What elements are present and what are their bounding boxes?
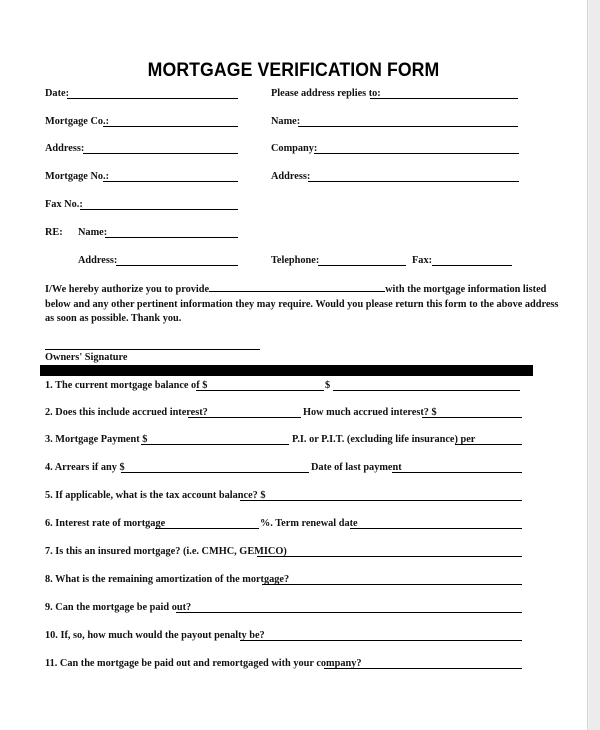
q1-dollar-label: $ <box>325 380 331 391</box>
telephone-field[interactable] <box>318 265 406 266</box>
company-field[interactable] <box>314 153 519 154</box>
authorized-party-field[interactable] <box>209 282 385 292</box>
name-label: Name: <box>271 116 301 127</box>
mortgage-no-label: Mortgage No.: <box>45 171 110 182</box>
q4b-label: Date of last payment <box>311 462 402 473</box>
q1-label: 1. The current mortgage balance of $ <box>45 380 208 391</box>
fax-field[interactable] <box>432 265 512 266</box>
q3b-label: P.I. or P.I.T. (excluding life insurance) per <box>292 434 476 445</box>
name-field[interactable] <box>298 126 518 127</box>
re-address-field[interactable] <box>116 265 238 266</box>
q9-label: 9. Can the mortgage be paid out? <box>45 602 192 613</box>
section-divider-bar <box>40 365 533 376</box>
q7-insured-field[interactable] <box>257 556 522 557</box>
q5-label: 5. If applicable, what is the tax account balance? $ <box>45 490 266 501</box>
reply-to-label: Please address replies to: <box>271 88 381 99</box>
re-label: RE: <box>45 227 63 238</box>
q6b-label: %. Term renewal date <box>260 518 358 529</box>
address-left-label: Address: <box>45 143 85 154</box>
date-field[interactable] <box>67 98 238 99</box>
q4-label: 4. Arrears if any $ <box>45 462 125 473</box>
q11-remortgage-field[interactable] <box>324 668 522 669</box>
re-address-label: Address: <box>78 255 118 266</box>
mortgage-co-label: Mortgage Co.: <box>45 116 110 127</box>
q9-payout-field[interactable] <box>176 612 522 613</box>
q2b-label: How much accrued interest? $ <box>303 407 437 418</box>
fax-no-field[interactable] <box>80 209 238 210</box>
q8-label: 8. What is the remaining amortization of the mortgage? <box>45 574 290 585</box>
authorization-text-start: I/We hereby authorize you to provide <box>45 284 210 295</box>
q2-accrued-field[interactable] <box>188 417 301 418</box>
q2-interest-field[interactable] <box>422 417 522 418</box>
fax-no-label: Fax No.: <box>45 199 83 210</box>
q3-label: 3. Mortgage Payment $ <box>45 434 148 445</box>
q3-payment-field[interactable] <box>141 444 289 445</box>
re-name-field[interactable] <box>105 237 238 238</box>
q10-penalty-field[interactable] <box>240 640 522 641</box>
q6-label: 6. Interest rate of mortgage <box>45 518 166 529</box>
mortgage-co-field[interactable] <box>103 126 238 127</box>
q8-amortization-field[interactable] <box>262 584 522 585</box>
q3-period-field[interactable] <box>455 444 522 445</box>
viewer-background <box>589 0 600 730</box>
q2-label: 2. Does this include accrued interest? <box>45 407 208 418</box>
authorization-text-end: with the mortgage information listed below and any other pertinent information they may require. Would you please return this form to the above address as soon as possible. Thank you. <box>45 284 559 324</box>
owners-signature-label: Owners' Signature <box>45 352 128 363</box>
telephone-label: Telephone: <box>271 255 320 266</box>
form-title: MORTGAGE VERIFICATION FORM <box>147 60 440 81</box>
q1-amount-field[interactable] <box>333 390 520 391</box>
q4-last-payment-field[interactable] <box>392 472 522 473</box>
date-label: Date: <box>45 88 70 99</box>
q1-balance-field[interactable] <box>196 390 324 391</box>
reply-to-field[interactable] <box>370 98 518 99</box>
authorization-paragraph <box>45 282 565 327</box>
q6-renewal-date-field[interactable] <box>350 528 522 529</box>
q5-tax-balance-field[interactable] <box>240 500 522 501</box>
re-name-label: Name: <box>78 227 108 238</box>
q6-rate-field[interactable] <box>155 528 259 529</box>
company-label: Company: <box>271 143 318 154</box>
q11-label: 11. Can the mortgage be paid out and remortgaged with your company? <box>45 658 362 669</box>
q10-label: 10. If, so, how much would the payout penalty be? <box>45 630 265 641</box>
address-right-field[interactable] <box>308 181 519 182</box>
address-right-label: Address: <box>271 171 311 182</box>
q7-label: 7. Is this an insured mortgage? (i.e. CMHC, GEMICO) <box>45 546 287 557</box>
address-left-field[interactable] <box>83 153 238 154</box>
mortgage-no-field[interactable] <box>103 181 238 182</box>
q4-arrears-field[interactable] <box>121 472 309 473</box>
owners-signature-field[interactable] <box>45 349 260 350</box>
fax-label: Fax: <box>412 255 433 266</box>
